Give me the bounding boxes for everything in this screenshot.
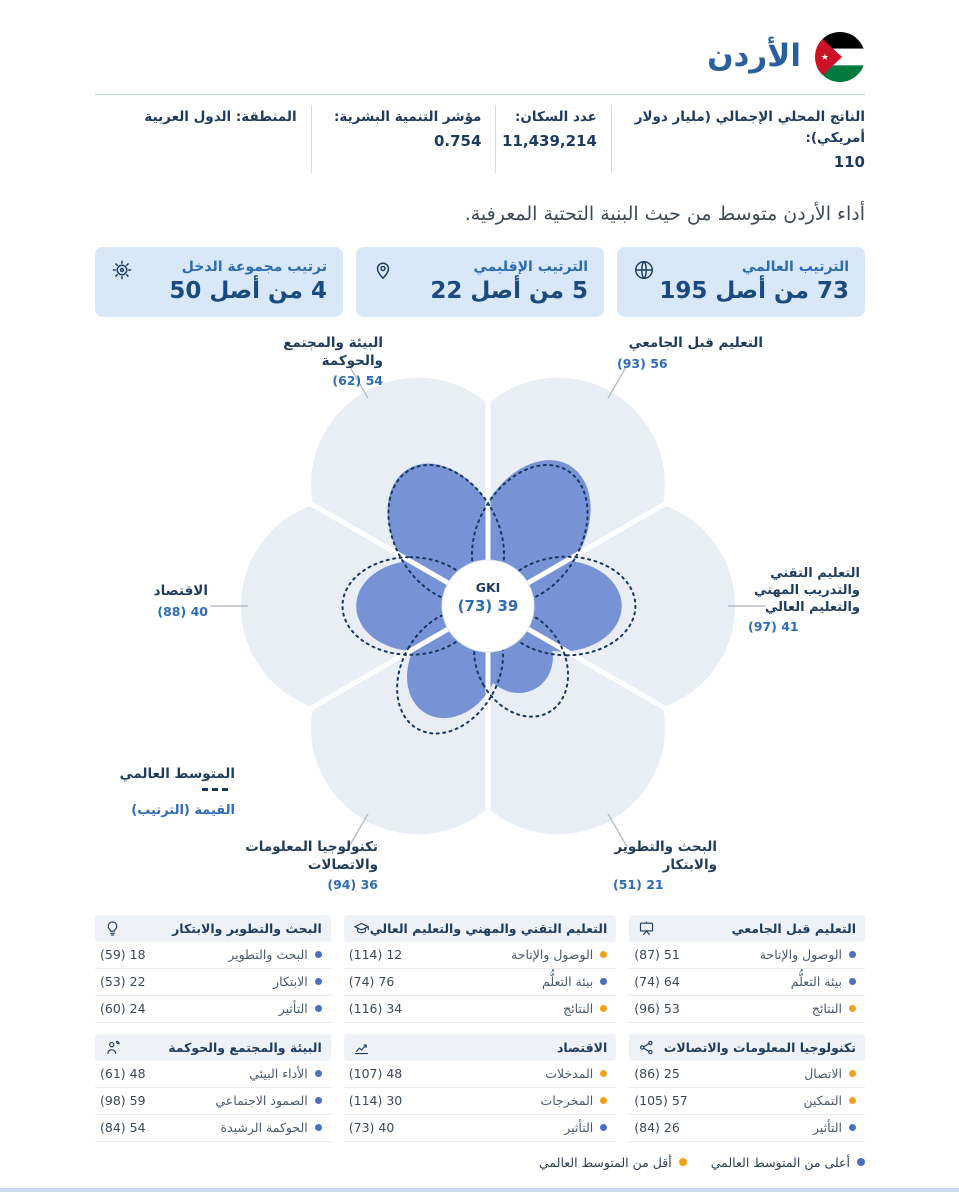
performance-summary: أداء الأردن متوسط من حيث البنية التحتية المعرفية. [464,202,865,225]
status-dot [315,1097,322,1104]
globe-icon [633,259,655,285]
presentation-board-icon [638,920,655,937]
table-title: تكنولوجيا المعلومات والاتصالات [663,1039,856,1055]
stat-hdi: مؤشر التنمية البشرية: 0.754 [311,105,496,173]
gki-center-score: GKI 39 (73) [457,579,519,615]
jordan-flag-icon [815,32,865,82]
card-value: 5 من أصل 22 [430,277,588,304]
pillar-label-tvet-higher-education: التعليم التقني والتدريب المهني والتعليم العالي 41 (97) [748,565,860,635]
status-dot [849,951,856,958]
network-icon [638,1039,655,1056]
card-title: ترتيب مجموعة الدخل [181,258,327,275]
table-row: التأثير 26 (84) [629,1115,865,1142]
row-value: 24 (60) [100,1001,146,1017]
table-row: المخرجات 30 (114) [344,1088,617,1115]
status-dot [315,951,322,958]
country-stats-bar [95,95,865,185]
table-economy [344,1034,617,1142]
lightbulb-icon [104,920,121,937]
row-value: 22 (53) [100,974,146,990]
income-group-rank-card [95,247,343,317]
table-row: الأداء البيئي 48 (61) [95,1061,331,1088]
row-value: 54 (84) [100,1120,146,1136]
table-row: بيئة التعلُّم 76 (74) [344,969,617,996]
status-dot [600,1070,607,1077]
chart-growth-icon [353,1039,370,1056]
pillar-label-research-development-innovation: البحث والتطوير والابتكار 21 (51) [613,838,717,893]
map-pin-icon [372,259,394,285]
world-rank-card [617,247,865,317]
regional-rank-card [356,247,604,317]
global-average-legend: المتوسط العالمي القيمة (الترتيب) [95,766,235,818]
row-value: 18 (59) [100,947,146,963]
table-row: الحوكمة الرشيدة 54 (84) [95,1115,331,1142]
table-row: التأثير 40 (73) [344,1115,617,1142]
card-title: الترتيب الإقليمي [473,258,588,275]
row-value: 25 (86) [634,1066,680,1082]
status-dot [849,1005,856,1012]
table-title: التعليم قبل الجامعي [731,920,856,936]
row-value: 64 (74) [634,974,680,990]
rank-cards [95,247,865,317]
pillar-label-pre-university-education: التعليم قبل الجامعي 56 (93) [617,334,763,371]
legend-above-average: أعلى من المتوسط العالمي [711,1155,865,1170]
row-value: 53 (96) [634,1001,680,1017]
status-dot [849,1070,856,1077]
row-value: 48 (61) [100,1066,146,1082]
gki-flower-chart [95,321,865,911]
status-dot [600,951,607,958]
table-row: النتائج 53 (96) [629,996,865,1023]
stat-gdp: الناتج المحلي الإجمالي (مليار دولار أمريكي): 110 [611,105,865,173]
table-row: البحث والتطوير 18 (59) [95,942,331,969]
table-row: الابتكار 22 (53) [95,969,331,996]
graduation-cap-icon [353,920,370,937]
row-value: 57 (105) [634,1093,688,1109]
dashed-line-symbol [202,788,228,791]
row-value: 26 (84) [634,1120,680,1136]
status-dot [315,1070,322,1077]
table-row: التأثير 24 (60) [95,996,331,1023]
status-dot [849,978,856,985]
row-value: 48 (107) [348,1066,403,1082]
blue-dot-icon [857,1158,865,1166]
table-environment-society-governance [95,1034,331,1142]
table-row: التمكين 57 (105) [629,1088,865,1115]
stat-region: المنطقة: الدول العربية [144,109,297,125]
pillar-label-economy: الاقتصاد 40 (88) [153,582,208,619]
page-title: الأردن [707,38,801,75]
page-header [95,0,865,82]
status-dot [315,1005,322,1012]
table-title: البحث والتطوير والابتكار [172,920,322,936]
dots-legend [95,1155,865,1170]
yellow-dot-icon [679,1158,687,1166]
card-value: 73 من أصل 195 [659,277,849,304]
table-research-development-innovation [95,915,331,1023]
status-dot [849,1124,856,1131]
status-dot [315,1124,322,1131]
status-dot [315,978,322,985]
row-value: 51 (87) [634,947,680,963]
stat-population: عدد السكان: 11,439,214 [495,105,611,173]
card-title: الترتيب العالمي [741,258,849,275]
table-title: الاقتصاد [556,1039,608,1055]
row-value: 30 (114) [348,1093,403,1109]
status-dot [600,1005,607,1012]
table-title: البيئة والمجتمع والحوكمة [168,1039,322,1055]
table-tvet-higher-education [344,915,617,1023]
value-format-note: القيمة (الترتيب) [131,802,235,818]
table-ict [629,1034,865,1142]
row-value: 34 (116) [348,1001,403,1017]
status-dot [600,978,607,985]
eco-person-icon [104,1039,121,1056]
table-row: بيئة التعلُّم 64 (74) [629,969,865,996]
gear-icon [111,259,133,285]
status-dot [600,1124,607,1131]
table-pre-university-education [629,915,865,1023]
row-value: 12 (114) [348,947,403,963]
pillar-tables [95,915,865,1142]
table-row: المدخلات 48 (107) [344,1061,617,1088]
row-value: 59 (98) [100,1093,146,1109]
table-row: الوصول والإتاحة 12 (114) [344,942,617,969]
row-value: 76 (74) [348,974,395,990]
table-title: التعليم التقني والمهني والتعليم العالي [369,920,608,936]
row-value: 40 (73) [348,1120,395,1136]
status-dot [600,1097,607,1104]
card-value: 4 من أصل 50 [169,277,327,304]
table-row: النتائج 34 (116) [344,996,617,1023]
status-dot [849,1097,856,1104]
legend-below-average: أقل من المتوسط العالمي [539,1155,687,1170]
table-row: الوصول والإتاحة 51 (87) [629,942,865,969]
page-footer-rule [0,1188,959,1192]
pillar-label-environment-society-governance: البيئة والمجتمع والحوكمة 54 (62) [283,334,383,389]
pillar-label-ict: تكنولوجيا المعلومات والاتصالات 36 (94) [245,838,378,893]
table-row: الصمود الاجتماعي 59 (98) [95,1088,331,1115]
table-row: الاتصال 25 (86) [629,1061,865,1088]
